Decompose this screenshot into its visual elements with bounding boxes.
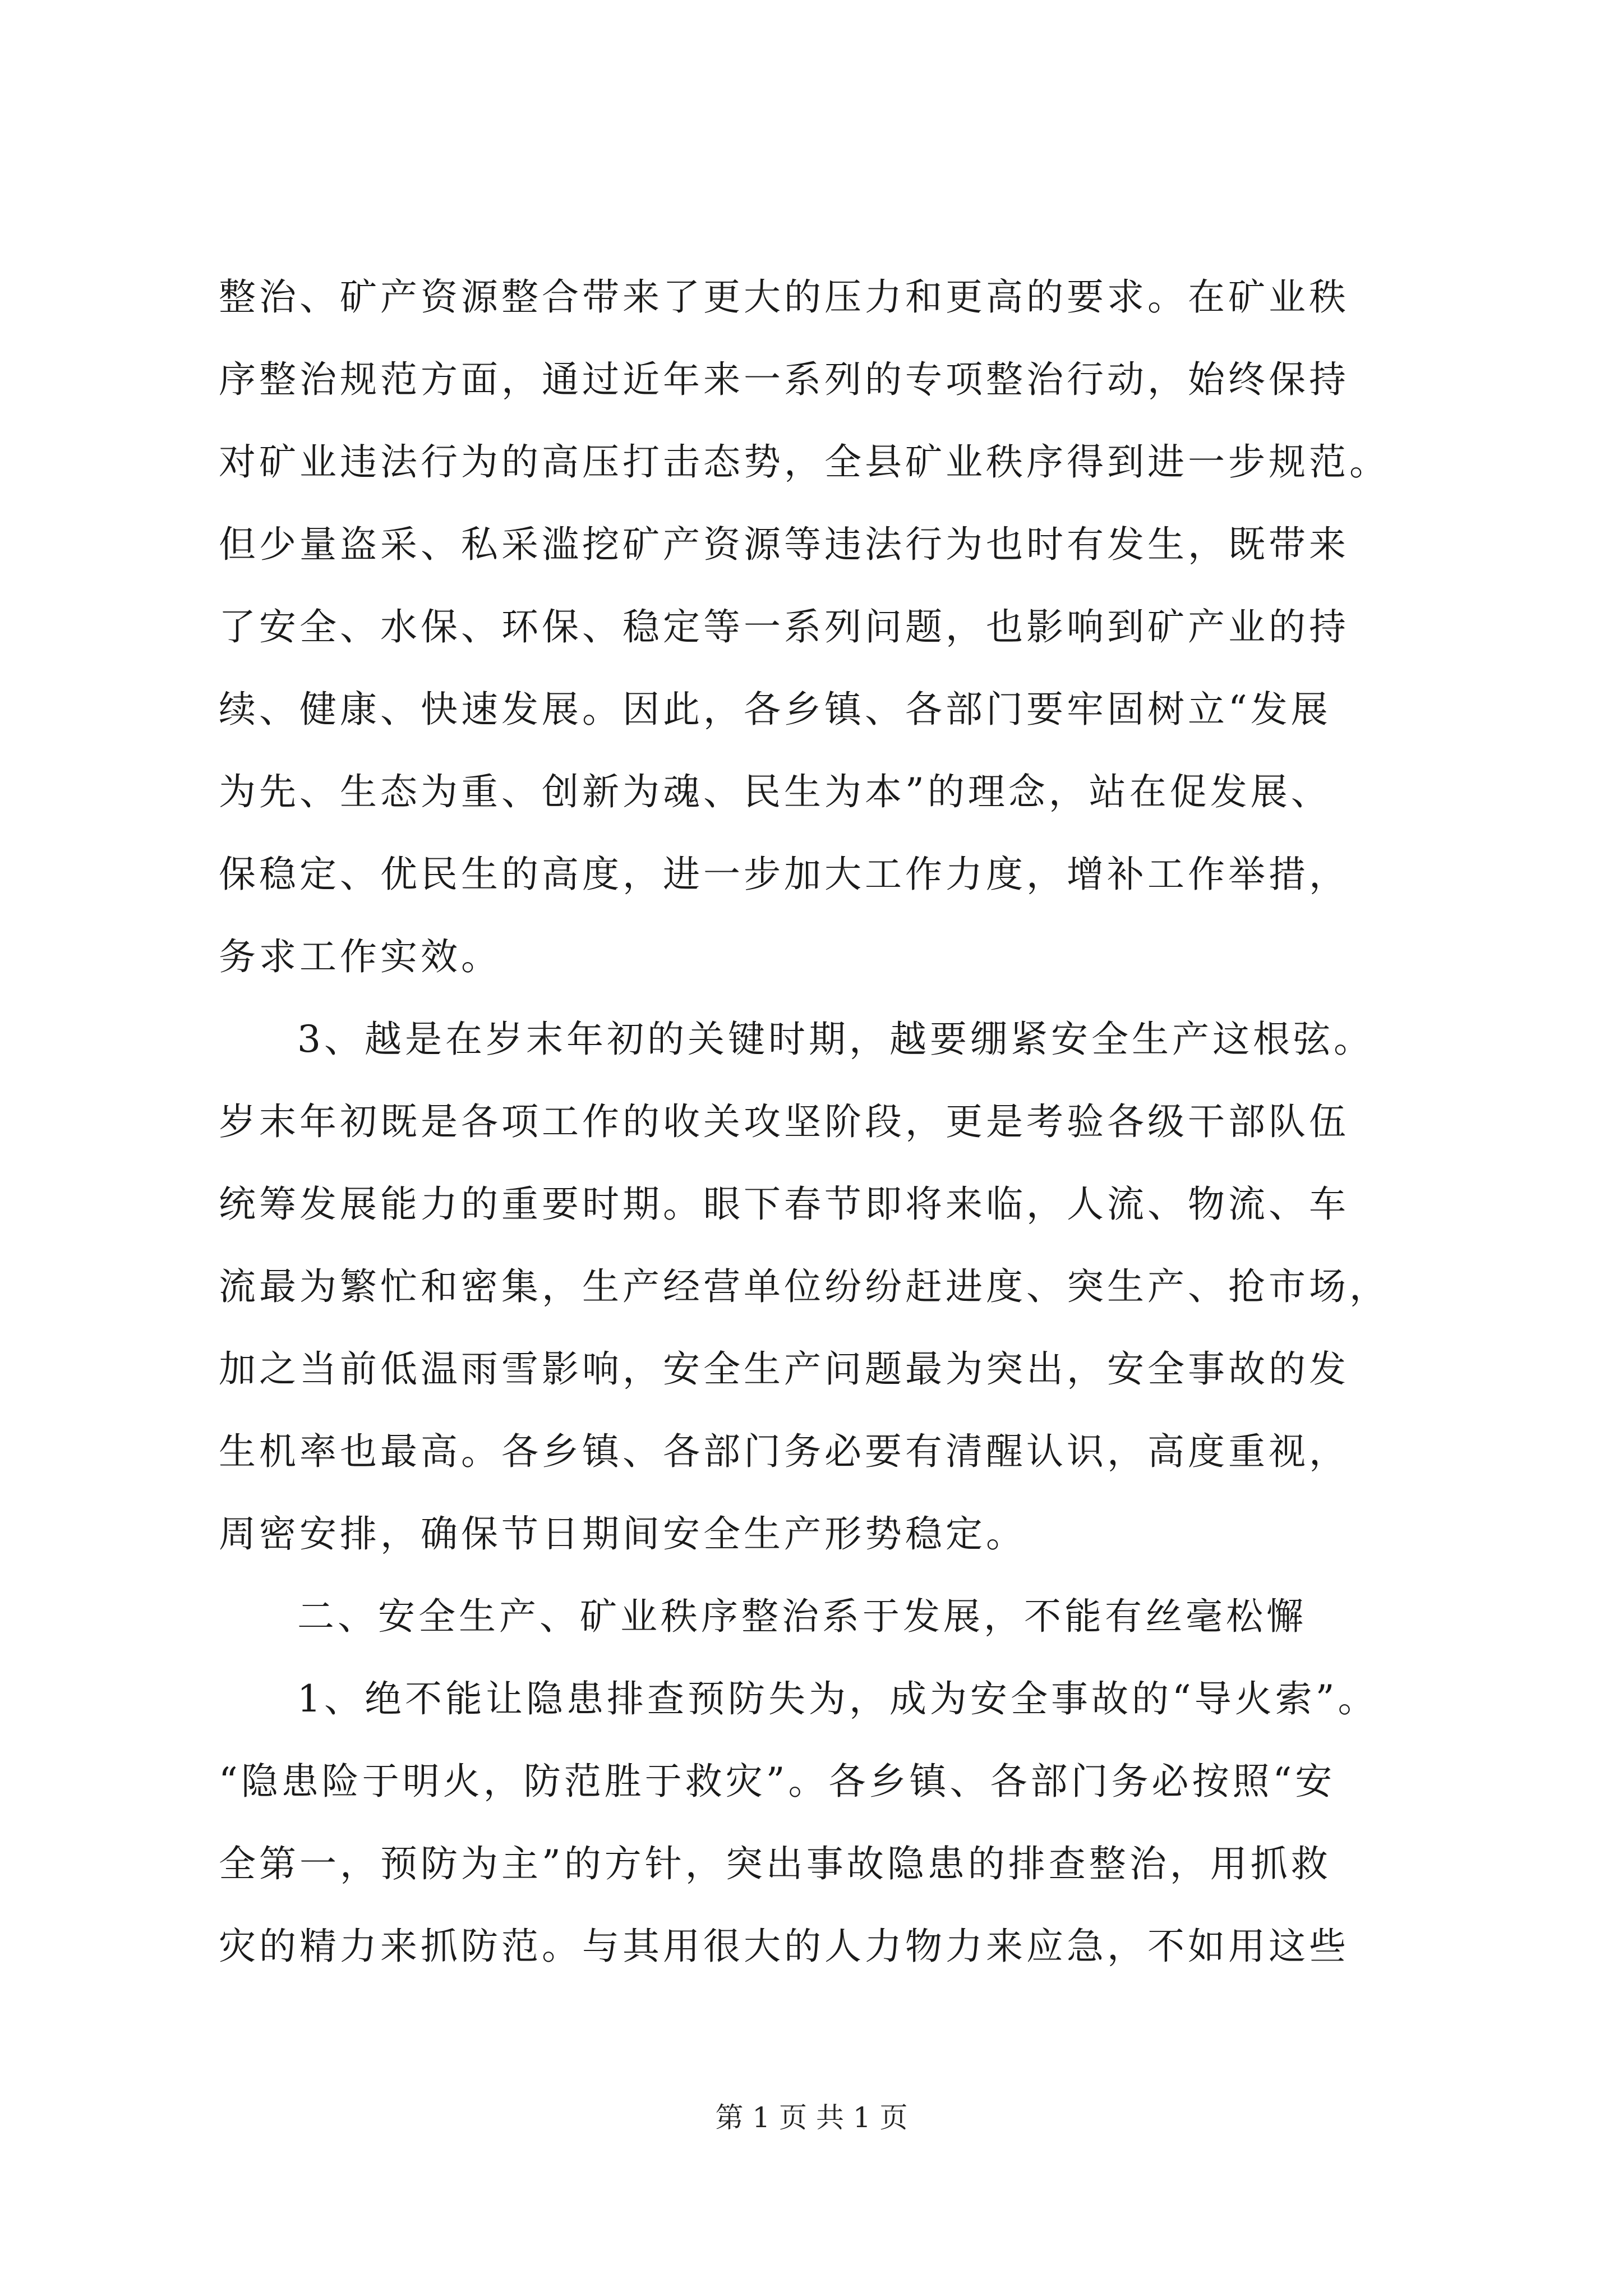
text-line-9: 务求工作实效。 [219,935,501,978]
text-line-2: 序整治规范方面，通过近年来一系列的专项整治行动，始终保持 [219,358,1349,401]
text-line-13: 流最为繁忙和密集，生产经营单位纷纷赶进度、突生产、抢市场， [219,1265,1390,1308]
text-line-11: 岁末年初既是各项工作的收关攻坚阶段，更是考验各级干部队伍 [219,1100,1349,1143]
text-line-20: 全第一，预防为主”的方针，突出事故隐患的排查整治，用抓救 [219,1842,1331,1885]
text-line-15: 生机率也最高。各乡镇、各部门务必要有清醒认识，高度重视， [219,1430,1349,1473]
text-line-1: 整治、矿产资源整合带来了更大的压力和更高的要求。在矿业秩 [219,275,1349,319]
section-heading: 二、安全生产、矿业秩序整治系于发展，不能有丝毫松懈 [297,1595,1307,1638]
paragraph-3-heading: 3、越是在岁末年初的关键时期，越要绷紧安全生产这根弦。 [297,1018,1374,1061]
text-line-12: 统筹发展能力的重要时期。眼下春节即将来临，人流、物流、车 [219,1182,1349,1226]
text-line-21: 灾的精力来抓防范。与其用很大的人力物力来应急，不如用这些 [219,1925,1349,1968]
text-line-19: “隐患险于明火，防范胜于救灾”。各乡镇、各部门务必按照“安 [219,1760,1336,1803]
text-line-3: 对矿业违法行为的高压打击态势，全县矿业秩序得到进一步规范。 [219,440,1390,484]
paragraph-1-heading: 1、绝不能让隐患排查预防失为，成为安全事故的“导火索”。 [297,1677,1378,1720]
page-footer: 第 1 页 共 1 页 [715,2101,908,2134]
text-line-8: 保稳定、优民生的高度，进一步加大工作力度，增补工作举措， [219,853,1349,896]
text-line-7: 为先、生态为重、创新为魂、民生为本”的理念，站在促发展、 [219,770,1331,813]
text-line-4: 但少量盗采、私采滥挖矿产资源等违法行为也时有发生，既带来 [219,523,1349,566]
text-line-14: 加之当前低温雨雪影响，安全生产问题最为突出，安全事故的发 [219,1347,1349,1391]
text-line-6: 续、健康、快速发展。因此，各乡镇、各部门要牢固树立“发展 [219,688,1331,731]
text-line-5: 了安全、水保、环保、稳定等一系列问题，也影响到矿产业的持 [219,605,1349,648]
text-line-16: 周密安排，确保节日期间安全生产形势稳定。 [219,1512,1026,1556]
